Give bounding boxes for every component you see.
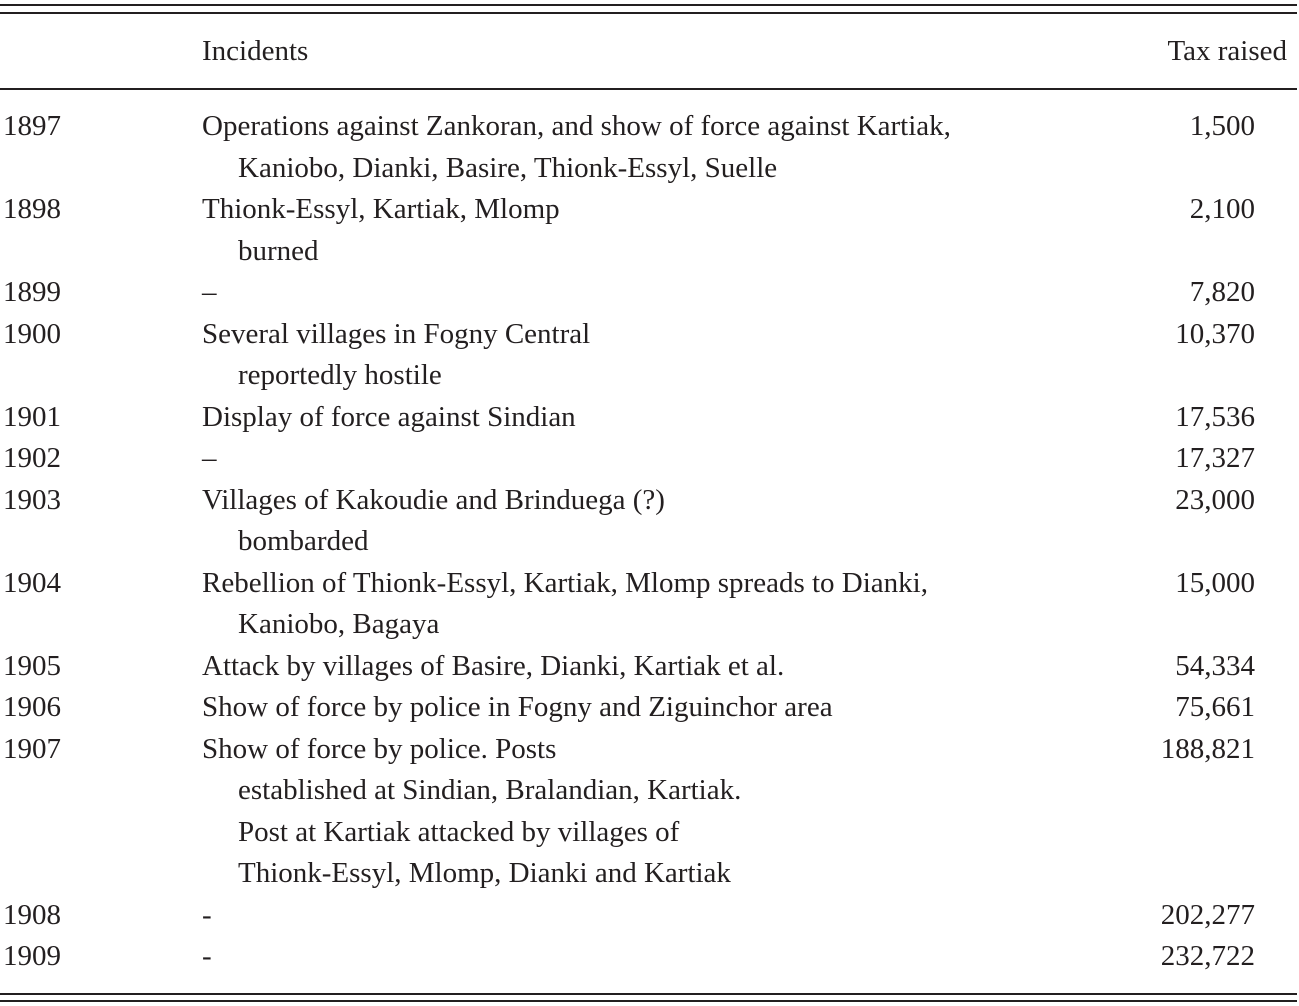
table-row (0, 729, 1299, 895)
incidents-cell (202, 106, 1102, 189)
year-cell: 1899 (3, 276, 61, 308)
incidents-cell (202, 397, 1102, 439)
incident-line: Villages of Kakoudie and Brinduega (?) (202, 483, 665, 516)
year-cell: 1909 (3, 940, 61, 972)
incident-line: - (202, 940, 212, 972)
incident-line: – (202, 276, 217, 308)
tax-cell: 1,500 (1189, 110, 1255, 142)
year-cell: 1906 (3, 691, 61, 723)
year-cell: 1904 (3, 566, 61, 599)
incident-line: reportedly hostile (238, 359, 442, 391)
table-row (0, 936, 1299, 978)
year-cell: 1907 (3, 732, 61, 765)
incidents-cell (202, 272, 1102, 314)
incidents-cell (202, 563, 1102, 646)
incidents-cell (202, 936, 1102, 978)
incident-line: Post at Kartiak attacked by villages of (238, 815, 680, 848)
incidents-cell (202, 480, 1102, 563)
incident-line: Show of force by police. Posts (202, 732, 557, 765)
year-cell: 1902 (3, 442, 61, 474)
incident-line: burned (238, 234, 319, 267)
table-row (0, 272, 1299, 314)
incidents-cell (202, 646, 1102, 688)
incident-line: bombarded (238, 525, 369, 557)
incidents-cell (202, 729, 1102, 895)
incident-line: Operations against Zankoran, and show of force against Kartiak, (202, 110, 951, 142)
table-body (0, 106, 1299, 978)
column-header-incidents: Incidents (202, 35, 309, 67)
tax-cell: 7,820 (1189, 276, 1255, 308)
table-row (0, 438, 1299, 480)
incident-line: Thionk-Essyl, Kartiak, Mlomp (202, 193, 560, 225)
tax-cell: 2,100 (1189, 193, 1255, 225)
table-row (0, 646, 1299, 688)
tax-cell: 54,334 (1175, 649, 1255, 682)
year-cell: 1905 (3, 649, 61, 682)
tax-cell: 75,661 (1175, 691, 1255, 723)
table-row (0, 314, 1299, 397)
year-cell: 1898 (3, 193, 61, 225)
tax-cell: 232,722 (1160, 940, 1255, 972)
top-rule-inner (0, 12, 1297, 14)
incident-line: – (202, 442, 217, 474)
header-rule (0, 88, 1297, 90)
year-cell: 1900 (3, 317, 61, 350)
bottom-rule (0, 1000, 1297, 1002)
incidents-cell (202, 687, 1102, 729)
table-row (0, 106, 1299, 189)
incident-line: Thionk-Essyl, Mlomp, Dianki and Kartiak (238, 857, 731, 889)
incident-line: Show of force by police in Fogny and Ziguinchor area (202, 691, 833, 723)
tax-cell: 15,000 (1175, 566, 1255, 599)
tax-cell: 17,327 (1175, 442, 1255, 474)
year-cell: 1901 (3, 400, 61, 433)
tax-cell: 10,370 (1175, 317, 1255, 350)
table-row (0, 480, 1299, 563)
tax-cell: 202,277 (1160, 898, 1255, 931)
incident-line: Kaniobo, Dianki, Basire, Thionk-Essyl, Suelle (238, 151, 778, 184)
tax-cell: 23,000 (1175, 483, 1255, 516)
incident-line: - (202, 898, 212, 931)
incidents-cell (202, 438, 1102, 480)
incident-line: Kaniobo, Bagaya (238, 608, 440, 640)
incident-line: Several villages in Fogny Central (202, 317, 591, 350)
table-row (0, 189, 1299, 272)
incident-line: Rebellion of Thionk-Essyl, Kartiak, Mlomp spreads to Dianki, (202, 566, 928, 599)
incident-line: Display of force against Sindian (202, 400, 576, 433)
incidents-cell (202, 314, 1102, 397)
bottom-rule-inner (0, 993, 1297, 995)
top-rule (0, 4, 1297, 6)
incident-line: established at Sindian, Bralandian, Kartiak. (238, 774, 742, 806)
table-row (0, 895, 1299, 937)
table-row (0, 687, 1299, 729)
incident-line: Attack by villages of Basire, Dianki, Kartiak et al. (202, 649, 785, 682)
incidents-cell (202, 189, 1102, 272)
year-cell: 1908 (3, 898, 61, 931)
year-cell: 1897 (3, 110, 61, 142)
incidents-cell (202, 895, 1102, 937)
table-row (0, 397, 1299, 439)
year-cell: 1903 (3, 483, 61, 516)
tax-cell: 17,536 (1175, 400, 1255, 433)
column-header-tax-raised: Tax raised (1167, 35, 1287, 67)
tax-cell: 188,821 (1160, 732, 1255, 765)
table-row (0, 563, 1299, 646)
